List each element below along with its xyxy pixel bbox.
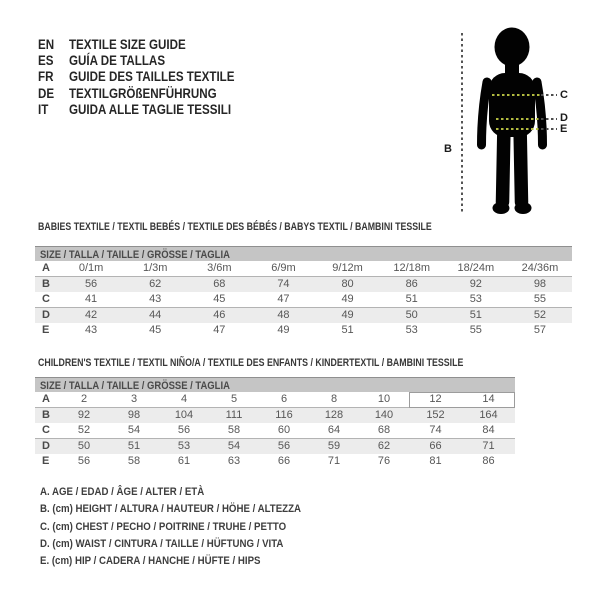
- size-cell: 164: [462, 408, 515, 424]
- size-cell: 41: [84, 293, 98, 305]
- measurement-legend: [40, 484, 301, 570]
- size-cell: 1/3m: [142, 262, 168, 274]
- size-cell: 51: [109, 439, 159, 455]
- size-cell: 50: [380, 308, 444, 324]
- size-cell: 42: [59, 308, 123, 324]
- language-row: [38, 37, 235, 53]
- waist-dashed-line-extension: [541, 118, 557, 120]
- size-cell: 128: [309, 408, 359, 424]
- size-cell: 71: [327, 455, 341, 467]
- size-cell: 71: [462, 439, 515, 455]
- size-cell: 56: [259, 439, 309, 455]
- size-cell: 6: [280, 393, 288, 405]
- size-cell: 86: [482, 455, 495, 467]
- size-cell: 66: [409, 439, 462, 455]
- size-cell: 45: [149, 324, 162, 336]
- size-cell: 66: [277, 455, 291, 467]
- table-row: [35, 454, 515, 469]
- size-cell: 47: [277, 293, 290, 305]
- language-code: IT: [38, 101, 49, 117]
- legend-line: A. AGE / EDAD / ÂGE / ALTER / ETÀ: [40, 486, 205, 498]
- size-cell: 10: [377, 393, 391, 405]
- language-code: FR: [38, 69, 54, 85]
- chest-dashed-line-extension: [541, 94, 557, 96]
- children-table-grid: [35, 392, 515, 469]
- language-row: [38, 86, 235, 102]
- language-code: ES: [38, 53, 54, 69]
- children-size-table: [35, 377, 515, 469]
- size-cell: 55: [533, 293, 547, 305]
- language-list: [38, 37, 235, 118]
- babies-size-header-bar: [35, 246, 572, 261]
- size-cell: 0/1m: [78, 262, 104, 274]
- hip-label: E: [560, 123, 568, 135]
- language-title: GUIDA ALLE TAGLIE TESSILI: [68, 101, 232, 117]
- language-title: TEXTILE SIZE GUIDE: [68, 37, 186, 52]
- waist-dashed-line: [496, 118, 540, 120]
- size-cell: 8: [330, 393, 338, 405]
- size-cell: 98: [508, 277, 572, 293]
- size-cell: 54: [127, 424, 141, 436]
- language-row: [38, 102, 235, 118]
- size-cell: 92: [59, 408, 109, 424]
- size-cell: 81: [429, 455, 442, 467]
- size-cell: 44: [123, 308, 187, 324]
- size-cell: 92: [444, 277, 508, 293]
- legend-line: D. (cm) WAIST / CINTURA / TAILLE / HÜFTUNG / VITA: [40, 537, 284, 550]
- size-cell: 49: [277, 324, 290, 336]
- size-cell: 14: [482, 393, 495, 405]
- children-size-header-bar: [35, 377, 515, 392]
- height-dashed-line: [461, 33, 463, 213]
- size-cell: 56: [77, 455, 91, 467]
- legend-line: C. (cm) CHEST / PECHO / POITRINE / TRUHE / PETTO: [40, 520, 287, 533]
- size-cell: 140: [359, 408, 409, 424]
- language-title: GUÍA DE TALLAS: [68, 53, 166, 69]
- size-cell: 24/36m: [521, 262, 559, 274]
- size-cell: 80: [316, 277, 380, 293]
- table-row: [35, 308, 572, 324]
- size-cell: 86: [380, 277, 444, 293]
- size-cell: 47: [213, 324, 226, 336]
- size-cell: 18/24m: [457, 262, 495, 274]
- size-cell: 54: [209, 439, 259, 455]
- language-title: GUIDE DES TAILLES TEXTILE: [68, 69, 235, 85]
- size-cell: 50: [59, 439, 109, 455]
- size-cell: 60: [277, 424, 291, 436]
- row-label: C: [42, 424, 50, 436]
- size-cell: 46: [187, 308, 251, 324]
- size-cell: 62: [123, 277, 187, 293]
- height-label: B: [444, 143, 452, 155]
- size-cell: 68: [187, 277, 251, 293]
- size-cell: 3/6m: [207, 262, 232, 274]
- row-label: D: [35, 439, 59, 455]
- chest-dashed-line: [492, 94, 540, 96]
- size-cell: 98: [109, 408, 159, 424]
- row-label: A: [42, 262, 50, 274]
- size-cell: 64: [327, 424, 341, 436]
- size-cell: 4: [180, 393, 188, 405]
- size-cell: 53: [469, 293, 482, 305]
- row-label: E: [42, 455, 50, 467]
- size-cell: 58: [227, 424, 241, 436]
- size-cell: 53: [159, 439, 209, 455]
- size-cell: 51: [341, 324, 354, 336]
- size-cell: 12: [429, 393, 442, 405]
- size-cell: 48: [251, 308, 315, 324]
- chest-label: C: [560, 89, 568, 101]
- row-label: B: [35, 277, 59, 293]
- babies-section-title: BABIES TEXTILE / TEXTIL BEBÉS / TEXTILE DES BÉBÉS / BABYS TEXTIL / BAMBINI TESSILE: [38, 221, 432, 233]
- row-label: E: [42, 324, 50, 336]
- size-cell: 5: [230, 393, 238, 405]
- table-row: [35, 292, 572, 308]
- babies-size-header-label: SIZE / TALLA / TAILLE / GRÖSSE / TAGLIA: [40, 249, 230, 261]
- size-cell: 74: [251, 277, 315, 293]
- child-silhouette-icon: [477, 25, 547, 217]
- row-label: D: [35, 308, 59, 324]
- row-label: A: [42, 393, 50, 405]
- size-cell: 45: [213, 293, 226, 305]
- row-label: C: [42, 293, 50, 305]
- table-row: [35, 439, 515, 455]
- size-cell: 51: [405, 293, 418, 305]
- size-cell: 56: [177, 424, 191, 436]
- language-code: EN: [38, 37, 55, 52]
- size-cell: 76: [377, 455, 391, 467]
- size-cell: 53: [405, 324, 418, 336]
- size-cell: 57: [533, 324, 547, 336]
- babies-size-table: [35, 246, 572, 338]
- language-code: DE: [38, 85, 55, 101]
- legend-line: E. (cm) HIP / CADERA / HANCHE / HÜFTE / HIPS: [40, 555, 261, 568]
- language-title: TEXTILGRÖßENFÜHRUNG: [68, 85, 217, 101]
- size-cell: 49: [316, 308, 380, 324]
- size-cell: 68: [377, 424, 391, 436]
- row-label: B: [35, 408, 59, 424]
- size-cell: 116: [259, 408, 309, 424]
- size-cell: 6/9m: [271, 262, 296, 274]
- size-cell: 9/12m: [332, 262, 363, 274]
- language-row: [38, 69, 235, 85]
- size-cell: 84: [482, 424, 495, 436]
- size-cell: 43: [84, 324, 98, 336]
- table-row: [35, 408, 515, 424]
- size-cell: 63: [227, 455, 241, 467]
- size-cell: 61: [177, 455, 191, 467]
- size-cell: 2: [80, 393, 88, 405]
- size-cell: 152: [409, 408, 462, 424]
- language-row: [38, 53, 235, 69]
- hip-dashed-line-extension: [541, 128, 557, 130]
- table-row: [35, 277, 572, 293]
- size-cell: 55: [469, 324, 482, 336]
- size-cell: 59: [309, 439, 359, 455]
- size-cell: 43: [149, 293, 162, 305]
- size-cell: 62: [359, 439, 409, 455]
- babies-table-grid: [35, 261, 572, 338]
- size-cell: 74: [429, 424, 442, 436]
- size-cell: 52: [77, 424, 91, 436]
- size-cell: 49: [341, 293, 354, 305]
- table-row: [35, 423, 515, 439]
- size-cell: 56: [59, 277, 123, 293]
- size-cell: 12/18m: [393, 262, 431, 274]
- size-cell: 111: [209, 408, 259, 424]
- children-section-title: CHILDREN'S TEXTILE / TEXTIL NIÑO/A / TEXTILE DES ENFANTS / KINDERTEXTIL / BAMBINI TESSILE: [38, 357, 464, 369]
- hip-dashed-line: [496, 128, 540, 130]
- table-row: [35, 323, 572, 338]
- size-cell: 3: [130, 393, 138, 405]
- waist-label: D: [560, 112, 568, 124]
- legend-line: B. (cm) HEIGHT / ALTURA / HAUTEUR / HÖHE / ALTEZZA: [40, 503, 302, 516]
- children-size-header-label: SIZE / TALLA / TAILLE / GRÖSSE / TAGLIA: [40, 380, 230, 392]
- measurement-figure: [440, 20, 600, 220]
- size-cell: 58: [127, 455, 141, 467]
- size-cell: 51: [444, 308, 508, 324]
- size-cell: 104: [159, 408, 209, 424]
- table-row: [35, 392, 515, 408]
- size-cell: 52: [508, 308, 572, 324]
- table-row: [35, 261, 572, 277]
